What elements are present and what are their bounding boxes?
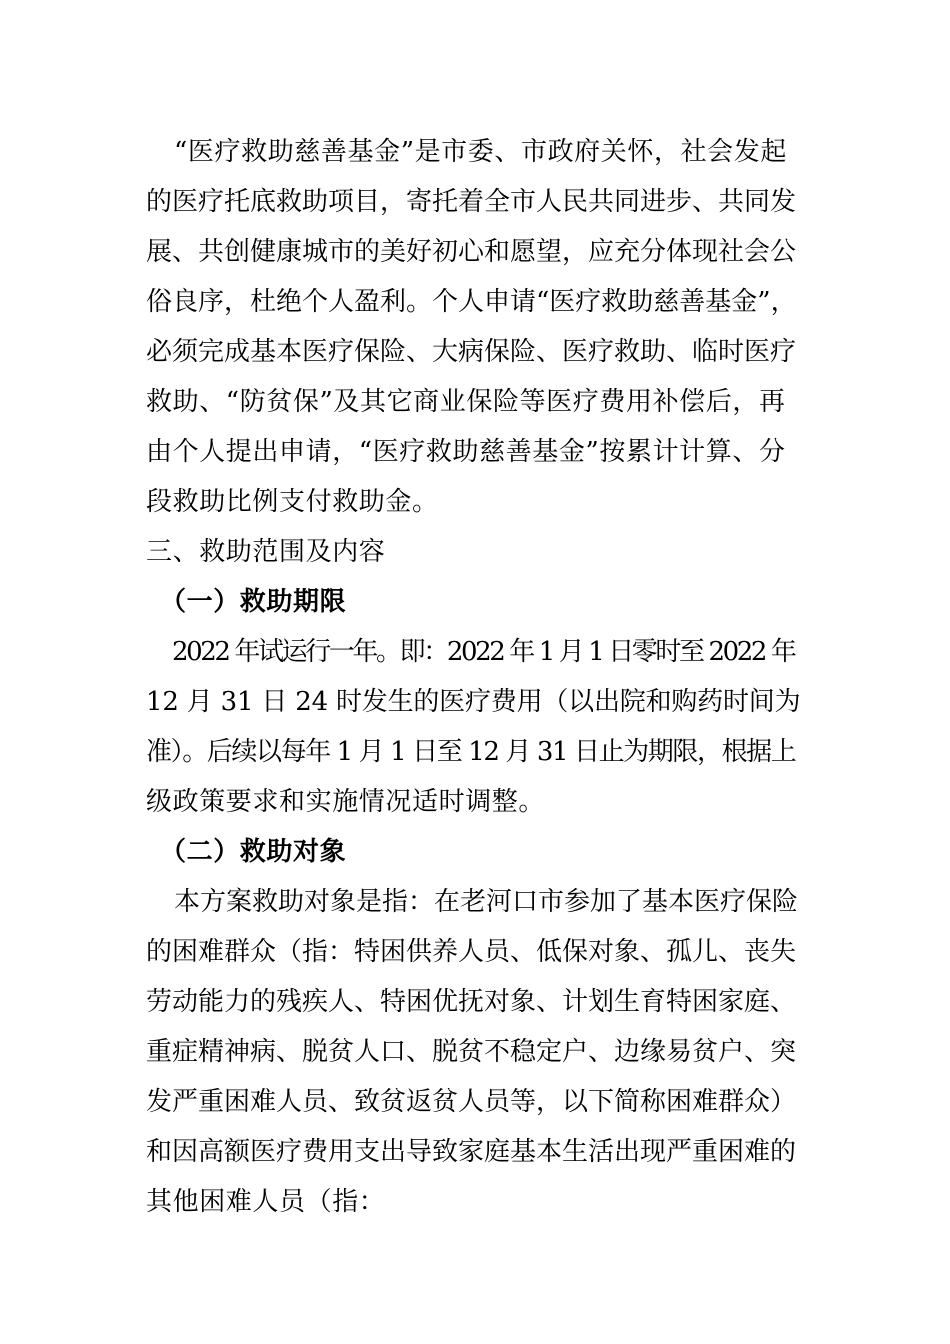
paragraph-3-line-6: 和因高额医疗费用支出导致家庭基本生活出现严重困难的 xyxy=(146,1137,797,1167)
paragraph-1-line-1: “医疗救助慈善基金”是市委、市政府关怀，社会发起 xyxy=(174,137,787,167)
paragraph-2-line-2: 12 月 31 日 24 时发生的医疗费用（以出院和购药时间为 xyxy=(146,687,801,717)
paragraph-3-line-5: 发严重困难人员、致贫返贫人员等，以下简称困难群众） xyxy=(146,1087,797,1117)
paragraph-1-line-7: 由个人提出申请，“医疗救助慈善基金”按累计计算、分 xyxy=(146,437,786,467)
paragraph-2-line-1: 2022 年试运行一年。即：2022 年 1 月 1 日零时至 2022 年 xyxy=(172,637,795,667)
paragraph-2-line-4: 级政策要求和实施情况适时调整。 xyxy=(146,787,546,817)
paragraph-3-line-3: 劳动能力的残疾人、特困优抚对象、计划生育特困家庭、 xyxy=(146,987,797,1017)
paragraph-1-line-3: 展、共创健康城市的美好初心和愿望，应充分体现社会公 xyxy=(146,237,797,267)
subsection-2-heading: （二）救助对象 xyxy=(160,837,347,867)
paragraph-1-line-5: 必须完成基本医疗保险、大病保险、医疗救助、临时医疗 xyxy=(146,337,797,367)
paragraph-3-line-1: 本方案救助对象是指：在老河口市参加了基本医疗保险 xyxy=(174,887,799,917)
subsection-1-heading: （一）救助期限 xyxy=(160,587,347,617)
section-3-heading: 三、救助范围及内容 xyxy=(146,537,386,567)
paragraph-1-line-2: 的医疗托底救助项目，寄托着全市人民共同进步、共同发 xyxy=(146,187,797,217)
paragraph-3-line-7: 其他困难人员（指： xyxy=(146,1187,386,1217)
paragraph-3-line-4: 重症精神病、脱贫人口、脱贫不稳定户、边缘易贫户、突 xyxy=(146,1037,797,1067)
paragraph-1-line-8: 段救助比例支付救助金。 xyxy=(146,487,439,517)
paragraph-3-line-2: 的困难群众（指：特困供养人员、低保对象、孤儿、丧失 xyxy=(146,937,797,967)
paragraph-1-line-4: 俗良序，杜绝个人盈利。个人申请“医疗救助慈善基金”， xyxy=(146,287,797,317)
paragraph-2-line-3: 准）。后续以每年 1 月 1 日至 12 月 31 日止为期限，根据上 xyxy=(146,737,796,767)
paragraph-1-line-6: 救助、“防贫保”及其它商业保险等医疗费用补偿后，再 xyxy=(146,387,786,417)
